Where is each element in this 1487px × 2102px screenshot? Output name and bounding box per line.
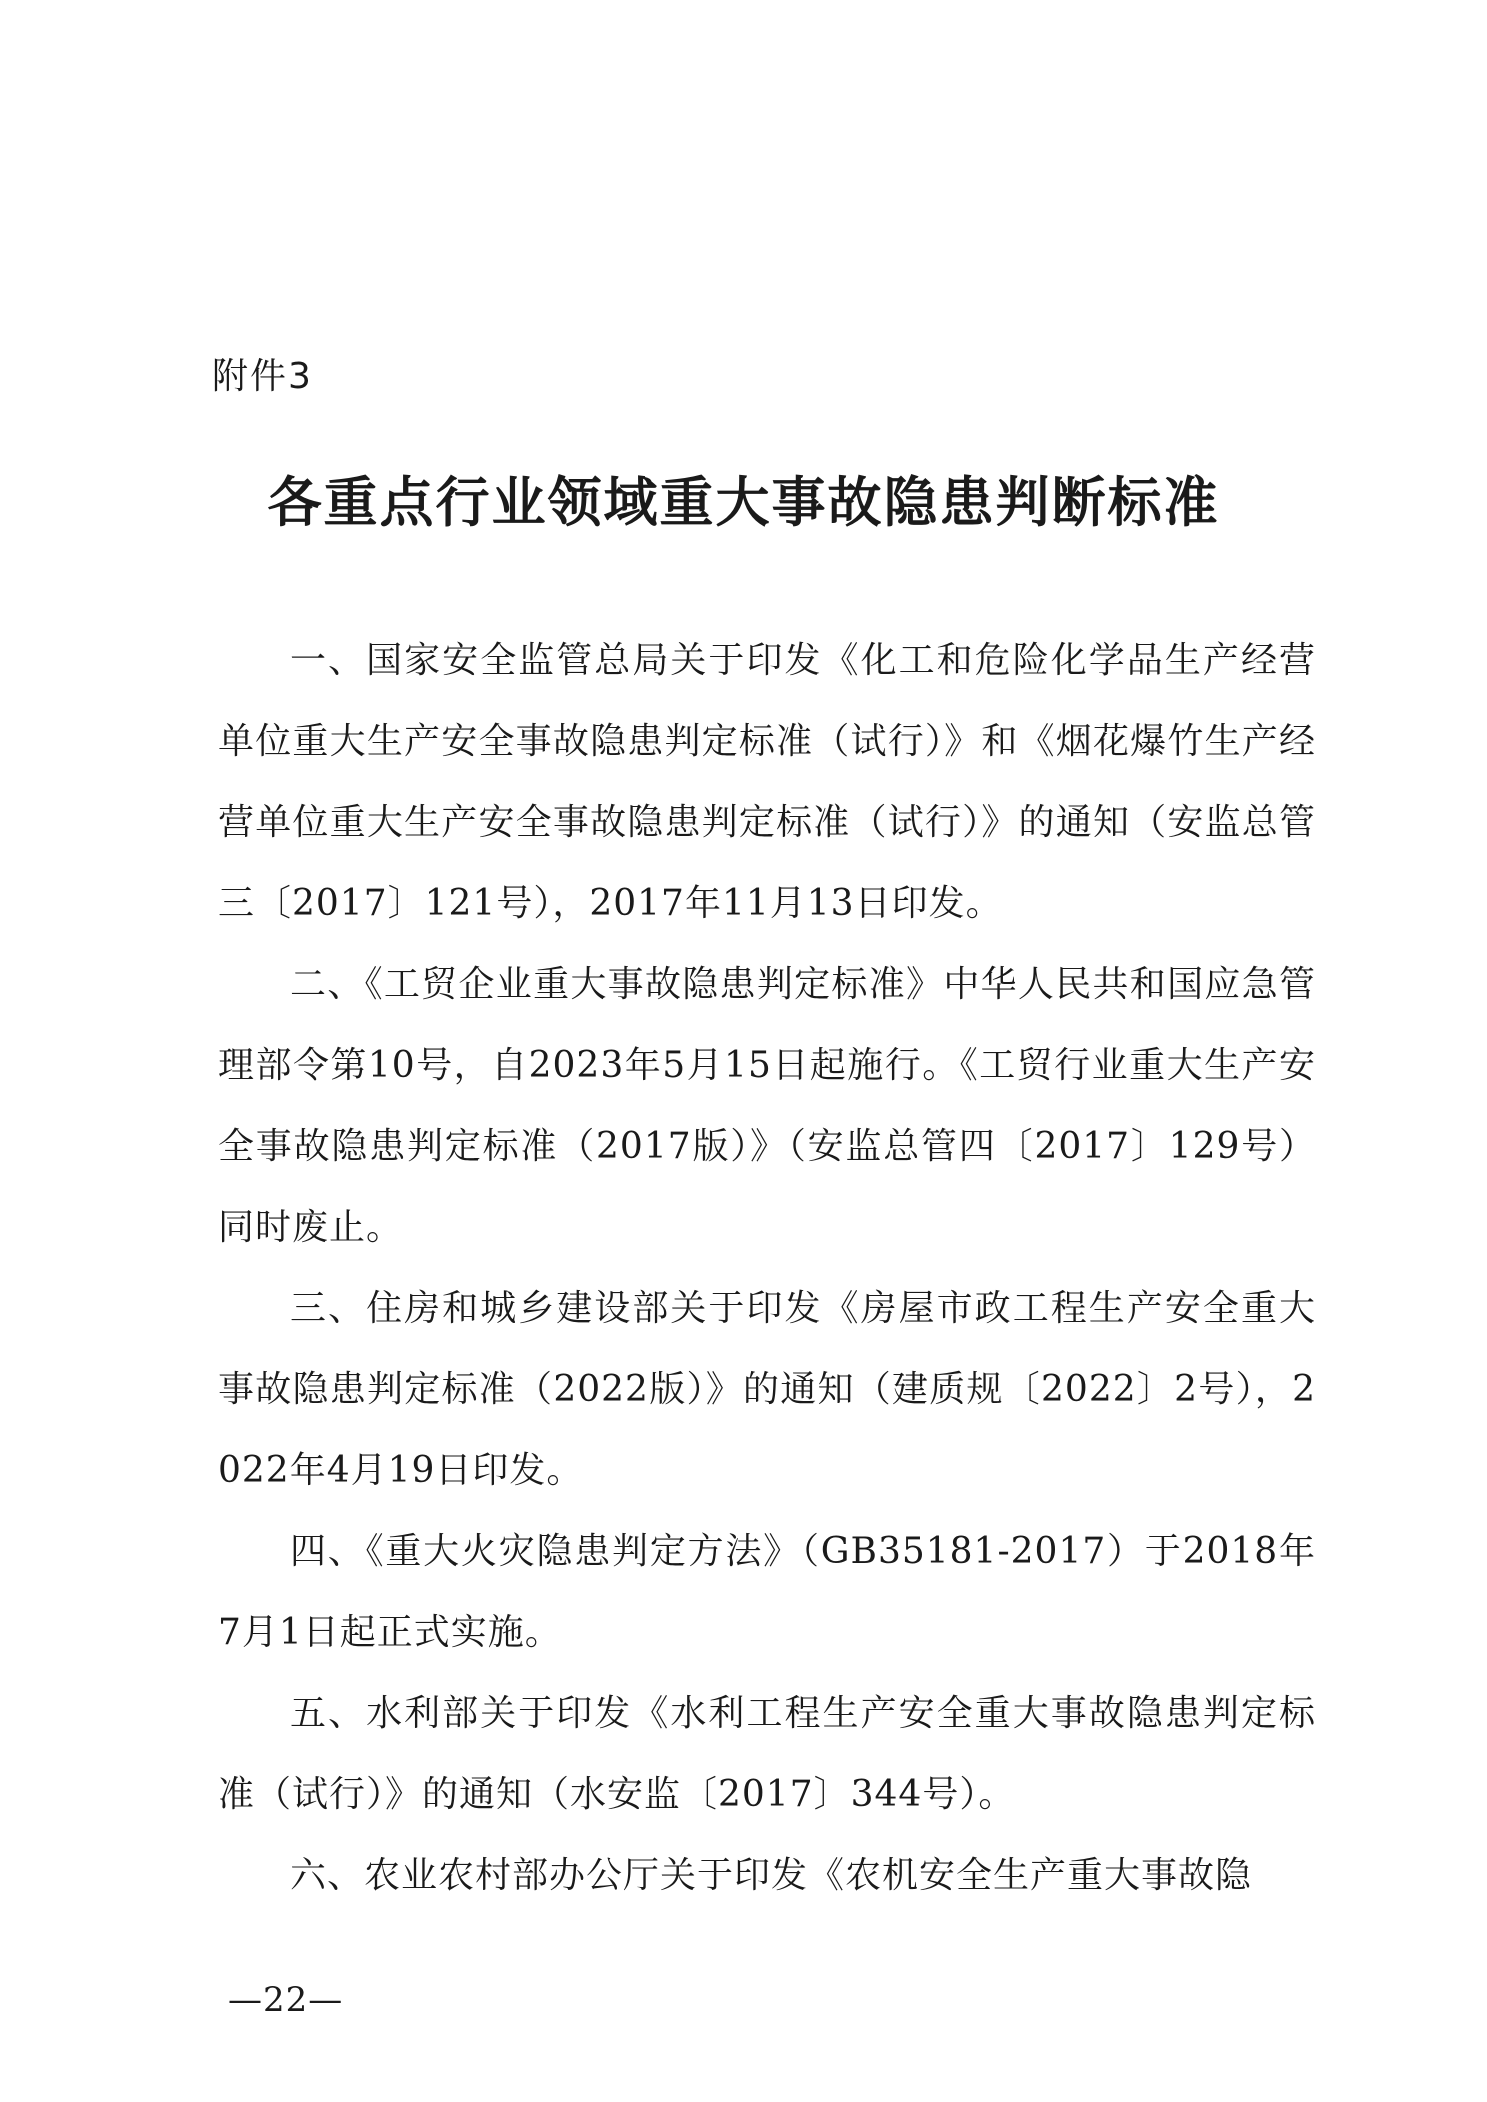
paragraph-6: 六、农业农村部办公厅关于印发《农机安全生产重大事故隐 (290, 1855, 1253, 1896)
attachment-label: 附件3 (212, 356, 313, 397)
document-body (218, 620, 1316, 1916)
paragraph-5: 五、水利部关于印发《水利工程生产安全重大事故隐患判定标准（试行）》的通知（水安监〔2017〕344号）。 (218, 1693, 1316, 1815)
paragraph-3: 三、住房和城乡建设部关于印发《房屋市政工程生产安全重大事故隐患判定标准（2022版）》的通知（建质规〔2022〕2号），2022年4月19日印发。 (218, 1288, 1316, 1491)
paragraph-2: 二、《工贸企业重大事故隐患判定标准》中华人民共和国应急管理部令第10号，自2023年5月15日起施行。《工贸行业重大生产安全事故隐患判定标准（2017版）》（安监总管四〔2017〕129号）同时废止。 (218, 964, 1316, 1248)
paragraph-4: 四、《重大火灾隐患判定方法》（GB35181-2017）于2018年7月1日起正式实施。 (218, 1531, 1316, 1653)
paragraph-1: 一、国家安全监管总局关于印发《化工和危险化学品生产经营单位重大生产安全事故隐患判定标准（试行）》和《烟花爆竹生产经营单位重大生产安全事故隐患判定标准（试行）》的通知（安监总管三〔2017〕121号），2017年11月13日印发。 (218, 640, 1316, 924)
document-title: 各重点行业领域重大事故隐患判断标准 (267, 471, 1220, 534)
page-number: —22— (228, 1980, 344, 2020)
